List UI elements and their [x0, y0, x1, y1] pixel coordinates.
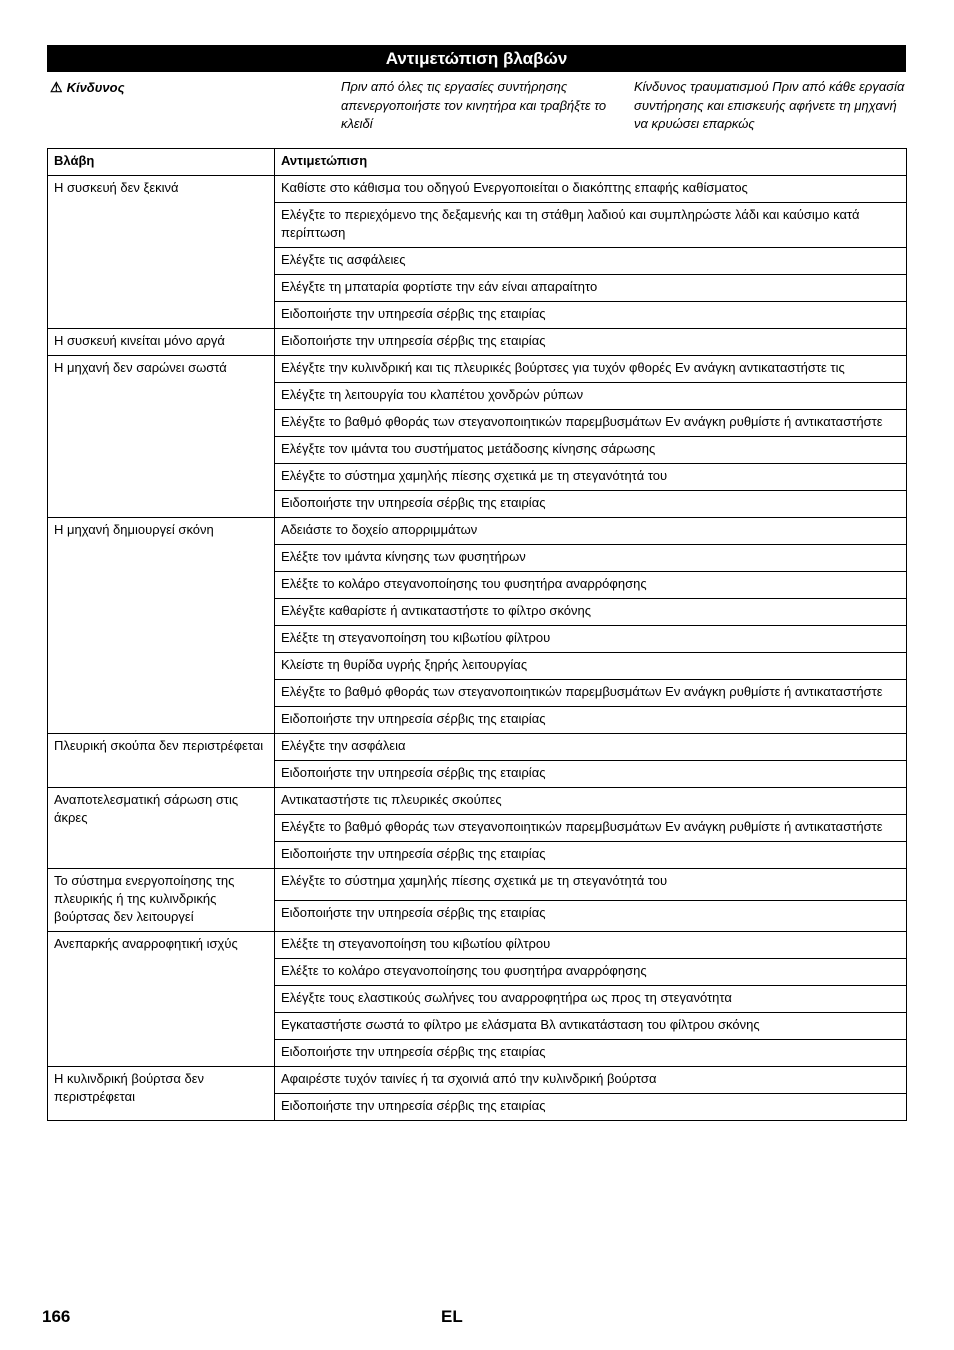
remedy-cell: Ελέγξτε το βαθμό φθοράς των στεγανοποιητικών παρεμβυσμάτων Εν ανάγκη ρυθμίστε ή αντικαταστήστε: [275, 680, 907, 707]
fault-cell: Η συσκευή κινείται μόνο αργά: [48, 329, 275, 356]
warning-label: Κίνδυνος: [66, 80, 125, 95]
remedy-cell: Εγκαταστήστε σωστά το φίλτρο με ελάσματα Βλ αντικατάσταση του φίλτρου σκόνης: [275, 1013, 907, 1040]
fault-cell: Πλευρική σκούπα δεν περιστρέφεται: [48, 734, 275, 788]
remedy-cell: Ελέγξτε την κυλινδρική και τις πλευρικές βούρτσες για τυχόν φθορές Εν ανάγκη αντικαταστήστε τις: [275, 356, 907, 383]
page-title: Αντιμετώπιση βλαβών: [47, 45, 906, 72]
remedy-cell: Ελέγξτε το σύστημα χαμηλής πίεσης σχετικά με τη στεγανότητά του: [275, 869, 907, 901]
remedy-cell: Αδειάστε το δοχείο απορριμμάτων: [275, 518, 907, 545]
warning-text-right: Κίνδυνος τραυματισμού Πριν από κάθε εργασία συντήρησης και επισκευής αφήνετε τη μηχανή να κρυώσει επαρκώς: [634, 79, 905, 131]
fault-cell: Η κυλινδρική βούρτσα δεν περιστρέφεται: [48, 1067, 275, 1121]
remedy-cell: Ελέξτε τη στεγανοποίηση του κιβωτίου φίλτρου: [275, 626, 907, 653]
language-code: EL: [441, 1307, 463, 1326]
remedy-cell: Ελέγξτε τη λειτουργία του κλαπέτου χονδρών ρύπων: [275, 383, 907, 410]
fault-cell: Αναποτελεσματική σάρωση στις άκρες: [48, 788, 275, 869]
warning-label-block: [50, 78, 320, 98]
warning-text-middle: Πριν από όλες τις εργασίες συντήρησης απενεργοποιήστε τον κινητήρα και τραβήξτε το κλειδί: [341, 79, 607, 131]
table-row: [48, 734, 907, 761]
remedy-cell: Ειδοποιήστε την υπηρεσία σέρβις της εταιρίας: [275, 491, 907, 518]
remedy-cell: Ελέγξτε τις ασφάλειες: [275, 248, 907, 275]
fault-cell: Η μηχανή δημιουργεί σκόνη: [48, 518, 275, 734]
fault-cell: Ανεπαρκής αναρροφητική ισχύς: [48, 932, 275, 1067]
page-number: 166: [42, 1307, 71, 1326]
remedy-cell: Ελέξτε το κολάρο στεγανοποίησης του φυσητήρα αναρρόφησης: [275, 959, 907, 986]
table-body: [48, 176, 907, 1121]
remedy-cell: Αντικαταστήστε τις πλευρικές σκούπες: [275, 788, 907, 815]
remedy-cell: Ελέξτε το κολάρο στεγανοποίησης του φυσητήρα αναρρόφησης: [275, 572, 907, 599]
remedy-cell: Ελέγξτε τη μπαταρία φορτίστε την εάν είναι απαραίτητο: [275, 275, 907, 302]
remedy-cell: Ειδοποιήστε την υπηρεσία σέρβις της εταιρίας: [275, 1094, 907, 1121]
remedy-cell: Ειδοποιήστε την υπηρεσία σέρβις της εταιρίας: [275, 900, 907, 932]
troubleshooting-table: [47, 148, 907, 1121]
remedy-cell: Ειδοποιήστε την υπηρεσία σέρβις της εταιρίας: [275, 707, 907, 734]
remedy-cell: Ελέγξτε καθαρίστε ή αντικαταστήστε το φίλτρο σκόνης: [275, 599, 907, 626]
remedy-cell: Κλείστε τη θυρίδα υγρής ξηρής λειτουργίας: [275, 653, 907, 680]
table-row: [48, 356, 907, 383]
table-row: [48, 1067, 907, 1094]
table-header-row: [48, 149, 907, 176]
remedy-cell: Ειδοποιήστε την υπηρεσία σέρβις της εταιρίας: [275, 329, 907, 356]
remedy-cell: Ειδοποιήστε την υπηρεσία σέρβις της εταιρίας: [275, 302, 907, 329]
remedy-cell: Καθίστε στο κάθισμα του οδηγού Ενεργοποιείται ο διακόπτης επαφής καθίσματος: [275, 176, 907, 203]
header-remedy: Αντιμετώπιση: [275, 149, 907, 176]
table-row: [48, 932, 907, 959]
remedy-cell: Ειδοποιήστε την υπηρεσία σέρβις της εταιρίας: [275, 1040, 907, 1067]
remedy-cell: Ελέγξτε τον ιμάντα του συστήματος μετάδοσης κίνησης σάρωσης: [275, 437, 907, 464]
table-row: [48, 329, 907, 356]
warning-triangle-icon: ⚠: [50, 79, 63, 95]
remedy-cell: Ειδοποιήστε την υπηρεσία σέρβις της εταιρίας: [275, 761, 907, 788]
remedy-cell: Ειδοποιήστε την υπηρεσία σέρβις της εταιρίας: [275, 842, 907, 869]
remedy-cell: Αφαιρέστε τυχόν ταινίες ή τα σχοινιά από την κυλινδρική βούρτσα: [275, 1067, 907, 1094]
remedy-cell: Ελέγξτε την ασφάλεια: [275, 734, 907, 761]
fault-cell: Η μηχανή δεν σαρώνει σωστά: [48, 356, 275, 518]
table-row: [48, 518, 907, 545]
remedy-cell: Ελέγξτε το περιεχόμενο της δεξαμενής και τη στάθμη λαδιού και συμπληρώστε λάδι και καύσιμο κατά περίπτωση: [275, 203, 907, 248]
remedy-cell: Ελέγξτε το σύστημα χαμηλής πίεσης σχετικά με τη στεγανότητά του: [275, 464, 907, 491]
remedy-cell: Ελέγξτε τους ελαστικούς σωλήνες του αναρροφητήρα ως προς τη στεγανότητα: [275, 986, 907, 1013]
table-row: [48, 176, 907, 203]
header-fault: Βλάβη: [48, 149, 275, 176]
remedy-cell: Ελέγξτε το βαθμό φθοράς των στεγανοποιητικών παρεμβυσμάτων Εν ανάγκη ρυθμίστε ή αντικαταστήστε: [275, 815, 907, 842]
remedy-cell: Ελέγξτε το βαθμό φθοράς των στεγανοποιητικών παρεμβυσμάτων Εν ανάγκη ρυθμίστε ή αντικαταστήστε: [275, 410, 907, 437]
fault-cell: Το σύστημα ενεργοποίησης της πλευρικής ή της κυλινδρικής βούρτσας δεν λειτουργεί: [48, 869, 275, 932]
fault-cell: Η συσκευή δεν ξεκινά: [48, 176, 275, 329]
table-row: [48, 869, 907, 901]
remedy-cell: Ελέξτε τον ιμάντα κίνησης των φυσητήρων: [275, 545, 907, 572]
remedy-cell: Ελέξτε τη στεγανοποίηση του κιβωτίου φίλτρου: [275, 932, 907, 959]
table-row: [48, 788, 907, 815]
